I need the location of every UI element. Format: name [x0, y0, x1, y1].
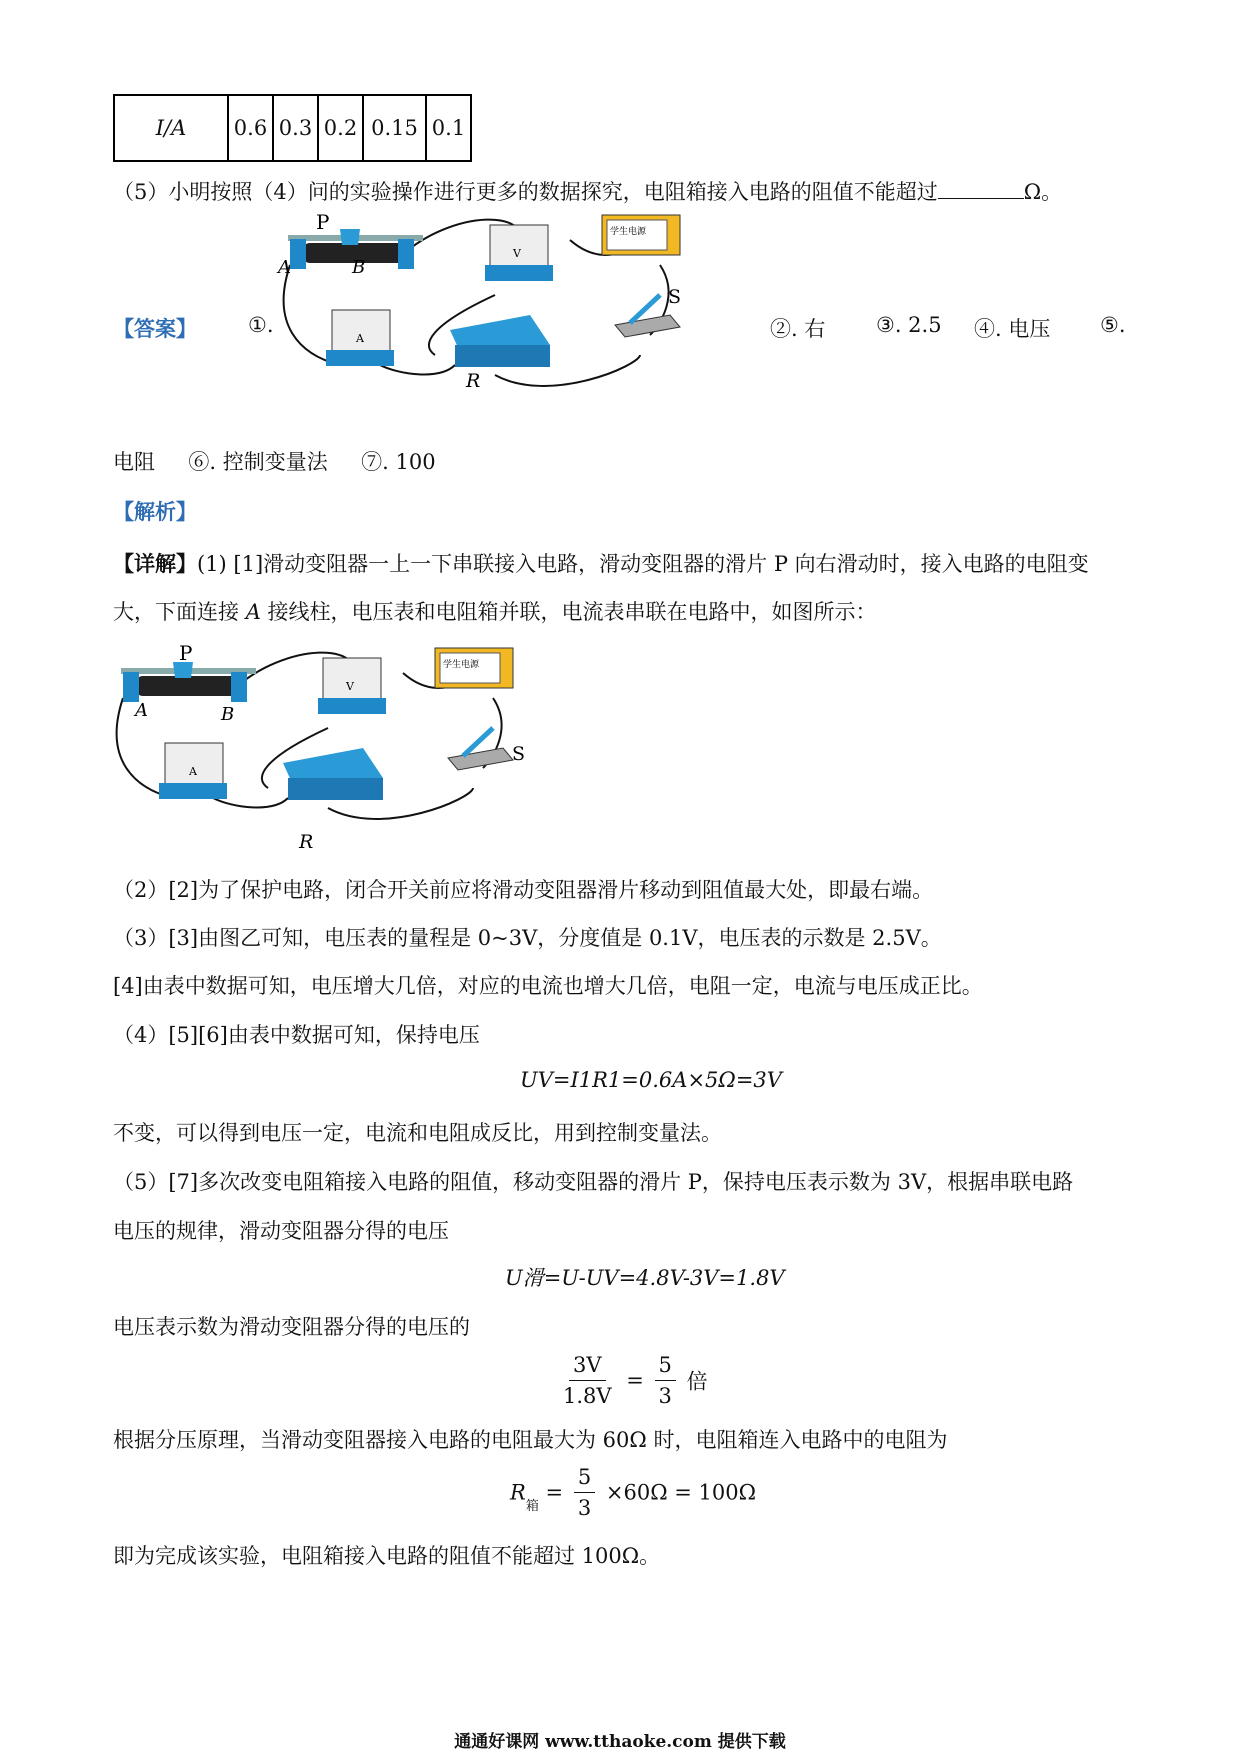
- rheostat-icon: [121, 662, 256, 702]
- detail-line-p2: （2）[2]为了保护电路，闭合开关前应将滑动变阻器滑片移动到阻值最大处，即最右端。: [113, 878, 934, 902]
- power-supply-icon: [435, 648, 513, 688]
- answer-continued: 电阻 ⑥. 控制变量法 ⑦. 100: [113, 450, 436, 474]
- table-cell: 0.1: [426, 95, 471, 161]
- label-S: S: [512, 743, 526, 765]
- detail-line-p9: 电压表示数为滑动变阻器分得的电压的: [113, 1315, 470, 1339]
- answer-item-5: ⑤.: [1100, 313, 1126, 337]
- answer-blank: [938, 180, 1024, 199]
- voltmeter-icon: [318, 658, 386, 714]
- answer-label: 【答案】: [113, 316, 197, 341]
- table-cell: 0.2: [318, 95, 363, 161]
- circuit-figure-solution: [113, 641, 543, 863]
- svg-text:学生电源: 学生电源: [610, 227, 647, 237]
- table-header-I: I/A: [114, 95, 228, 161]
- label-R: R: [466, 370, 481, 392]
- detail-line-p8: 电压的规律，滑动变阻器分得的电压: [113, 1219, 449, 1243]
- label-P: P: [316, 210, 330, 234]
- current-table: [113, 94, 472, 162]
- label-R: R: [299, 831, 314, 853]
- equation-3: $R_箱$ = $\frac{5}{3}$ ×60Ω = 100Ω: [510, 1462, 756, 1523]
- switch-icon: [448, 728, 513, 770]
- table-cell: 0.6: [228, 95, 273, 161]
- resistance-box-icon: [450, 315, 550, 367]
- svg-text:V: V: [513, 247, 521, 260]
- circuit-figure-answer: [278, 210, 710, 430]
- power-supply-icon: [602, 215, 680, 255]
- answer-item-3: ③. 2.5: [876, 313, 942, 337]
- voltmeter-icon: [485, 225, 553, 281]
- label-B: B: [352, 257, 366, 278]
- analysis-label: 【解析】: [113, 499, 197, 524]
- detail-line-p3: （3）[3]由图乙可知，电压表的量程是 0~3V，分度值是 0.1V，电压表的示数是 2.5V。: [113, 926, 942, 950]
- equation-1: UV=I1R1=0.6A×5Ω=3V: [520, 1068, 782, 1092]
- svg-text:学生电源: 学生电源: [443, 660, 480, 670]
- detail-line-p10: 根据分压原理，当滑动变阻器接入电路的电阻最大为 60Ω 时，电阻箱连入电路中的电阻为: [113, 1428, 948, 1452]
- equation-2: U滑=U-UV=4.8V-3V=1.8V: [505, 1266, 785, 1290]
- detail-line-1: 【详解】(1) [1]滑动变阻器一上一下串联接入电路，滑动变阻器的滑片 P 向右滑动时，接入电路的电阻变: [113, 551, 1089, 576]
- answer-item-1: ①.: [248, 313, 274, 337]
- question-5: （5）小明按照（4）问的实验操作进行更多的数据探究，电阻箱接入电路的阻值不能超过 Ω。: [113, 180, 1063, 204]
- detail-line-p11: 即为完成该实验，电阻箱接入电路的阻值不能超过 100Ω。: [113, 1544, 661, 1568]
- label-A: A: [278, 257, 291, 278]
- svg-text:A: A: [356, 332, 364, 345]
- equation-ratio: $\frac{3V}{1.8V}$ = $\frac{5}{3}$ 倍: [555, 1350, 708, 1411]
- footer-text: 通通好课网 www.tthaoke.com 提供下载: [454, 1732, 786, 1752]
- detail-line-p5: （4）[5][6]由表中数据可知，保持电压: [113, 1023, 480, 1047]
- detail-line-2: 大，下面连接 A 接线柱，电压表和电阻箱并联，电流表串联在电路中，如图所示：: [113, 600, 877, 624]
- svg-text:V: V: [346, 680, 354, 693]
- label-A: A: [135, 700, 148, 721]
- fraction-3v-1p8v: $\frac{3V}{1.8V}$: [559, 1350, 616, 1411]
- detail-line-p7: （5）[7]多次改变电阻箱接入电路的阻值，移动变阻器的滑片 P，保持电压表示数为 3V，根据串联电路: [113, 1170, 1074, 1194]
- answer-item-4: ④. 电压: [974, 317, 1051, 341]
- ammeter-icon: [326, 310, 394, 366]
- resistance-box-icon: [283, 748, 383, 800]
- fraction-5-3: $\frac{5}{3}$: [655, 1350, 676, 1411]
- table-cell: 0.15: [363, 95, 426, 161]
- svg-text:A: A: [189, 765, 197, 778]
- label-S: S: [668, 286, 682, 308]
- label-P: P: [179, 641, 193, 665]
- table-cell: 0.3: [273, 95, 318, 161]
- fraction-5-3: $\frac{5}{3}$: [574, 1462, 595, 1523]
- answer-item-2: ②. 右: [770, 317, 826, 341]
- label-B: B: [221, 704, 235, 725]
- detail-line-p4: [4]由表中数据可知，电压增大几倍，对应的电流也增大几倍，电阻一定，电流与电压成正比。: [113, 974, 983, 998]
- ammeter-icon: [159, 743, 227, 799]
- detail-line-p6: 不变，可以得到电压一定，电流和电阻成反比，用到控制变量法。: [113, 1121, 722, 1145]
